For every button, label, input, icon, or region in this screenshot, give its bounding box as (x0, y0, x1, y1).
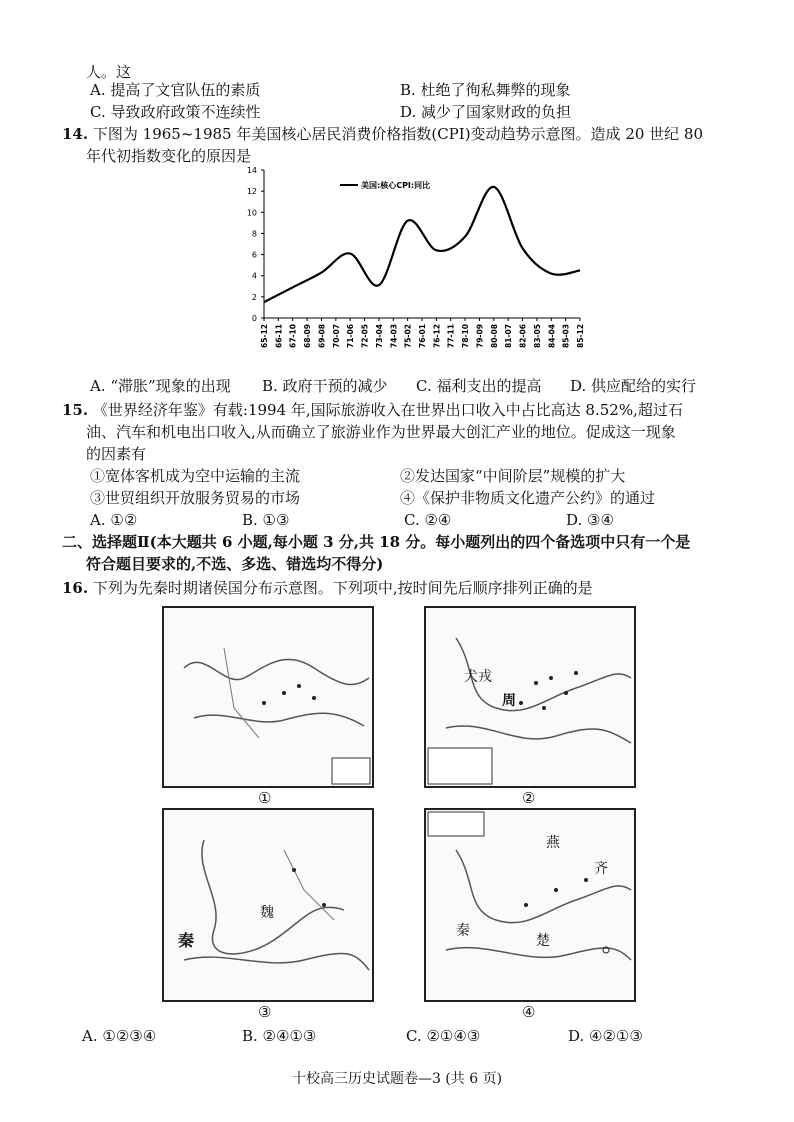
x-tick-label: 76-01 (418, 324, 427, 348)
y-tick-label: 8 (251, 229, 257, 239)
x-tick-label: 71-06 (346, 324, 356, 348)
q15-item-4: ④《保护非物质文化遗产公约》的通过 (400, 489, 656, 507)
q14-option-b: B. 政府干预的减少 (262, 377, 388, 395)
x-tick-label: 82-06 (518, 324, 528, 348)
map-4-rivers (426, 810, 634, 1000)
x-tick-label: 84-04 (547, 324, 557, 348)
q15-stem-line3: 的因素有 (86, 445, 147, 463)
x-tick-label: 79-09 (475, 324, 485, 348)
q16-stem (62, 578, 593, 598)
y-tick-label: 14 (246, 166, 257, 175)
x-tick-label: 69-08 (317, 324, 327, 348)
q15-item-3: ③世贸组织开放服务贸易的市场 (90, 489, 301, 507)
q15-stem-line1 (62, 400, 683, 420)
q15-option-b: B. ①③ (242, 511, 290, 529)
map-3-label-wei: 魏 (260, 905, 274, 921)
q15-item-2: ②发达国家“中间阶层”规模的扩大 (400, 467, 626, 485)
q13-option-c: C. 导致政府政策不连续性 (90, 103, 261, 121)
map-2 (424, 606, 636, 788)
legend-label: 美国:核心CPI:同比 (361, 181, 431, 190)
q16-option-a: A. ①②③④ (82, 1027, 157, 1045)
q15-option-a: A. ①② (90, 511, 138, 529)
q15-option-d: D. ③④ (566, 511, 614, 529)
q13-option-a: A. 提高了文官队伍的素质 (90, 81, 261, 99)
map-4-caption: ④ (522, 1003, 536, 1021)
x-tick-label: 85-12 (576, 324, 585, 348)
q14-option-c: C. 福利支出的提高 (416, 377, 542, 395)
page-footer: 十校高三历史试题卷—3 (共 6 页) (291, 1071, 503, 1087)
q14-stem-text: 下图为 1965~1985 年美国核心居民消费价格指数(CPI)变动趋势示意图。造成 20 世纪 80 (92, 125, 704, 143)
map-4-label-chu: 楚 (536, 933, 550, 949)
q14-stem-line1 (62, 124, 703, 144)
section2-heading-line2: 符合题目要求的,不选、多选、错选均不得分) (86, 555, 384, 573)
map-2-label-zhou: 周 (502, 693, 516, 709)
map-4 (424, 808, 636, 1002)
q13-option-b: B. 杜绝了徇私舞弊的现象 (400, 81, 571, 99)
q16-stem-text: 下列为先秦时期诸侯国分布示意图。下列项中,按时间先后顺序排列正确的是 (92, 579, 593, 597)
map-3 (162, 808, 374, 1002)
map-3-label-qin: 秦 (178, 931, 195, 950)
x-tick-label: 80-08 (489, 324, 499, 348)
q13-stem-end: 人。这 (86, 63, 132, 81)
y-tick-label: 6 (251, 250, 257, 260)
y-tick-label: 0 (251, 314, 257, 323)
map-4-label-yan: 燕 (546, 835, 560, 851)
q16-option-c: C. ②①④③ (406, 1027, 481, 1045)
x-tick-label: 72-05 (360, 324, 370, 348)
x-tick-label: 81-07 (504, 324, 514, 348)
x-tick-label: 65-12 (260, 324, 269, 348)
x-tick-label: 70-07 (331, 324, 341, 348)
q16-number: 16. (62, 579, 89, 597)
q14-number: 14. (62, 125, 89, 143)
y-tick-label: 12 (246, 187, 257, 197)
y-tick-label: 10 (246, 208, 257, 218)
y-tick-label: 4 (251, 271, 257, 281)
cpi-line-chart (230, 160, 590, 375)
x-tick-label: 68-09 (303, 324, 313, 348)
x-tick-label: 67-10 (288, 324, 298, 348)
map-1-caption: ① (258, 789, 272, 807)
map-2-rivers (426, 608, 634, 786)
map-2-caption: ② (522, 789, 536, 807)
map-4-label-qi: 齐 (594, 861, 608, 877)
map-3-caption: ③ (258, 1003, 272, 1021)
q13-option-d: D. 减少了国家财政的负担 (400, 103, 572, 121)
map-2-label-quanrong: 犬戎 (464, 669, 492, 685)
q16-option-d: D. ④②①③ (568, 1027, 643, 1045)
x-tick-label: 77-11 (446, 324, 456, 348)
x-tick-label: 76-12 (432, 324, 442, 348)
q15-option-c: C. ②④ (404, 511, 452, 529)
x-tick-label: 73-04 (374, 324, 384, 348)
q15-number: 15. (62, 401, 89, 419)
q14-option-a: A. “滞胀”现象的出现 (90, 377, 231, 395)
q15-stem-text: 《世界经济年鉴》有载:1994 年,国际旅游收入在世界出口收入中占比高达 8.52%,超过石 (92, 401, 683, 419)
x-tick-label: 74-03 (389, 324, 399, 348)
x-tick-label: 75-02 (403, 324, 413, 348)
q16-option-b: B. ②④①③ (242, 1027, 317, 1045)
q15-item-1: ①宽体客机成为空中运输的主流 (90, 467, 301, 485)
map-1 (162, 606, 374, 788)
x-tick-label: 85-03 (561, 324, 571, 348)
q14-option-d: D. 供应配给的实行 (570, 377, 697, 395)
y-tick-label: 2 (251, 292, 257, 302)
q15-stem-line2: 油、汽车和机电出口收入,从而确立了旅游业作为世界最大创汇产业的地位。促成这一现象 (86, 423, 676, 441)
q14-stem-line2: 年代初指数变化的原因是 (86, 147, 252, 165)
x-tick-label: 78-10 (461, 324, 471, 348)
map-1-rivers (164, 608, 372, 786)
series-line-core-cpi (264, 187, 580, 302)
x-tick-label: 66-11 (274, 324, 284, 348)
section2-heading-line1: 二、选择题Ⅱ(本大题共 6 小题,每小题 3 分,共 18 分。每小题列出的四个备选项中只有一个是 (62, 533, 691, 551)
x-tick-label: 83-05 (532, 324, 542, 348)
map-4-label-qin: 秦 (456, 923, 470, 939)
